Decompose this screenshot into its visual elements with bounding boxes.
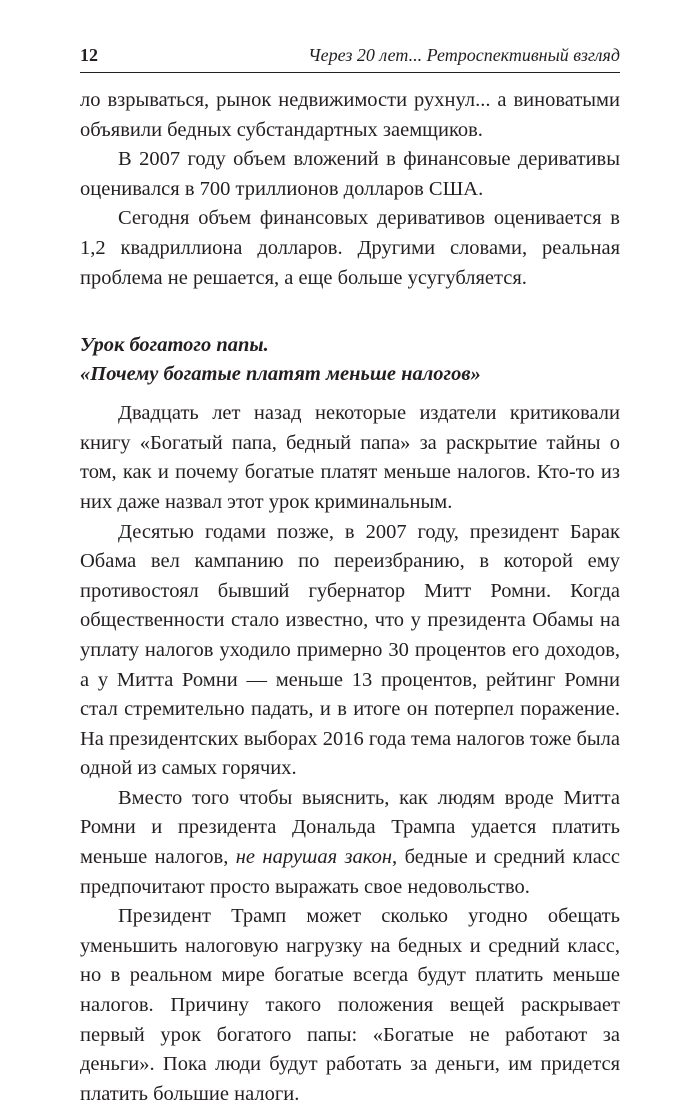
page-body [80,86,620,1109]
running-title: Через 20 лет... Ретроспективный взгляд [308,45,620,65]
page-number: 12 [80,45,98,65]
paragraph-with-emphasis [80,784,620,902]
paragraph-text: , бедные и средний класс предпочитают просто выражать свое недовольство. [80,846,620,898]
section-heading [80,331,620,389]
paragraph-text: Вместо того чтобы выяснить, как людям вроде Митта Ромни и президента Дональда Трампа удается платить меньше налогов, [80,786,620,869]
paragraph: Двадцать лет назад некоторые издатели критиковали книгу «Богатый папа, бедный папа» за раскрытие тайны о том, как и почему богатые платят меньше налогов. Кто-то из них даже назвал этот урок криминальным. [80,402,620,513]
emphasis-text: не нарушая закон [235,846,393,869]
book-page [80,44,620,1109]
section-heading-line: «Почему богатые платят меньше налогов» [80,363,481,386]
paragraph: Сегодня объем финансовых деривативов оценивается в 1,2 квадриллиона долларов. Другими словами, реальная проблема не решается, а еще больше усугубляется. [80,207,620,289]
paragraph: Президент Трамп может сколько угодно обещать уменьшить налоговую нагрузку на бедных и средний класс, но в реальном мире богатые всегда будут платить меньше налогов. Причину такого положения вещей раскрывает первый урок богатого папы: «Богатые не работают за деньги». Пока люди будут работать за деньги, им придется платить большие налоги. [80,905,620,1105]
paragraph: В 2007 году объем вложений в финансовые деривативы оценивался в 700 триллионов долларов США. [80,148,620,200]
paragraph-continued: ло взрываться, рынок недвижимости рухнул... а виноватыми объявили бедных субстандартных заемщиков. [80,89,620,141]
page-header [80,44,620,73]
paragraph: Десятью годами позже, в 2007 году, президент Барак Обама вел кампанию по переизбранию, в которой ему противостоял бывший губернатор Митт Ромни. Когда общественности стало известно, что у президента Обамы на уплату налогов уходило примерно 30 процентов его доходов, а у Митта Ромни — меньше 13 процентов, рейтинг Ромни стал стремительно падать, и в итоге он потерпел поражение. На президентских выборах 2016 года тема налогов тоже была одной из самых горячих. [80,520,620,780]
section-heading-line: Урок богатого папы. [80,334,269,357]
